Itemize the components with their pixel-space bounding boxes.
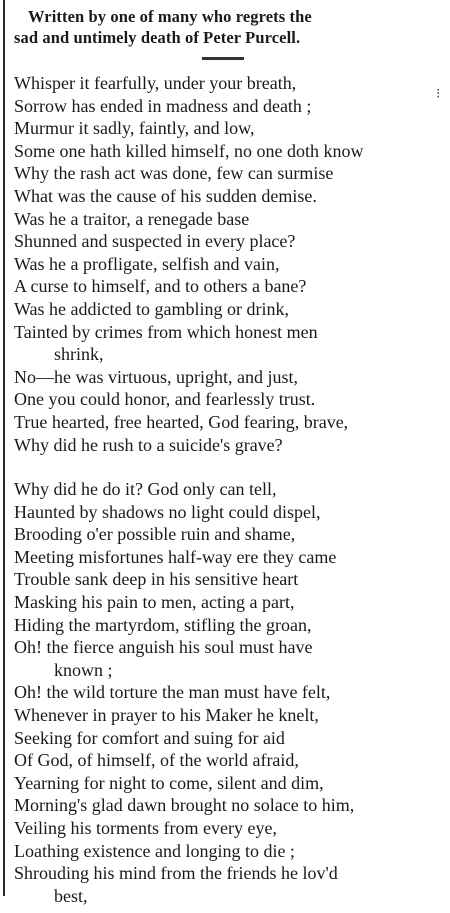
poem-line: best, <box>54 885 88 906</box>
poem-line: No—he was virtuous, upright, and just, <box>14 366 298 387</box>
poem-line: Was he addicted to gambling or drink, <box>14 298 289 319</box>
poem-line: Masking his pain to men, acting a part, <box>14 592 295 613</box>
poem-body <box>14 72 446 907</box>
poem-line: Why the rash act was done, few can surmise <box>14 163 334 184</box>
poem-line: Tainted by crimes from which honest men <box>14 321 318 342</box>
poem-line: Haunted by shadows no light could dispel, <box>14 501 321 522</box>
poem-line: A curse to himself, and to others a bane? <box>14 276 307 297</box>
poem-line: Oh! the fierce anguish his soul must have <box>14 637 313 658</box>
poem-line: Brooding o'er possible ruin and shame, <box>14 524 296 545</box>
poem-line: Loathing existence and longing to die ; <box>14 840 295 861</box>
poem-line: Morning's glad dawn brought no solace to him, <box>14 795 355 816</box>
poem-line: Was he a traitor, a renegade base <box>14 208 250 229</box>
poem-line: known ; <box>54 659 113 680</box>
poem-line: Of God, of himself, of the world afraid, <box>14 750 299 771</box>
poem-line: Was he a profligate, selfish and vain, <box>14 253 280 274</box>
section-divider <box>202 57 244 60</box>
poem-dedication <box>14 6 446 48</box>
poem-line: Some one hath killed himself, no one doth know <box>14 140 364 161</box>
stanza <box>14 72 446 456</box>
poem-line: Seeking for comfort and suing for aid <box>14 727 285 748</box>
poem-line: Shunned and suspected in every place? <box>14 231 296 252</box>
stanza <box>14 478 446 907</box>
print-speck: ⁝ <box>436 87 441 102</box>
poem-line: Hiding the martyrdom, stifling the groan, <box>14 614 312 635</box>
poem-line: Yearning for night to come, silent and dim, <box>14 772 324 793</box>
poem-line: Sorrow has ended in madness and death ; <box>14 95 312 116</box>
poem-line: Why did he rush to a suicide's grave? <box>14 434 283 455</box>
dedication-line-1: Written by one of many who regrets the <box>28 7 312 26</box>
poem-line: Veiling his torments from every eye, <box>14 818 277 838</box>
poem-line: Why did he do it? God only can tell, <box>14 479 277 500</box>
poem-line: One you could honor, and fearlessly trust. <box>14 389 316 410</box>
column-rule <box>3 0 5 896</box>
poem-line: Whisper it fearfully, under your breath, <box>14 73 297 93</box>
poem-line: Oh! the wild torture the man must have felt, <box>14 682 331 703</box>
poem-line: Trouble sank deep in his sensitive heart <box>14 569 299 590</box>
newspaper-clipping <box>14 6 446 907</box>
dedication-line-2: sad and untimely death of Peter Purcell. <box>14 28 301 47</box>
poem-line: Shrouding his mind from the friends he lov'd <box>14 863 338 884</box>
poem-line: Meeting misfortunes half-way ere they came <box>14 546 337 567</box>
poem-line: Murmur it sadly, faintly, and low, <box>14 118 255 139</box>
poem-line: True hearted, free hearted, God fearing, brave, <box>14 411 349 432</box>
poem-line: shrink, <box>54 344 104 365</box>
poem-line: What was the cause of his sudden demise. <box>14 185 317 206</box>
poem-line: Whenever in prayer to his Maker he knelt, <box>14 705 319 726</box>
